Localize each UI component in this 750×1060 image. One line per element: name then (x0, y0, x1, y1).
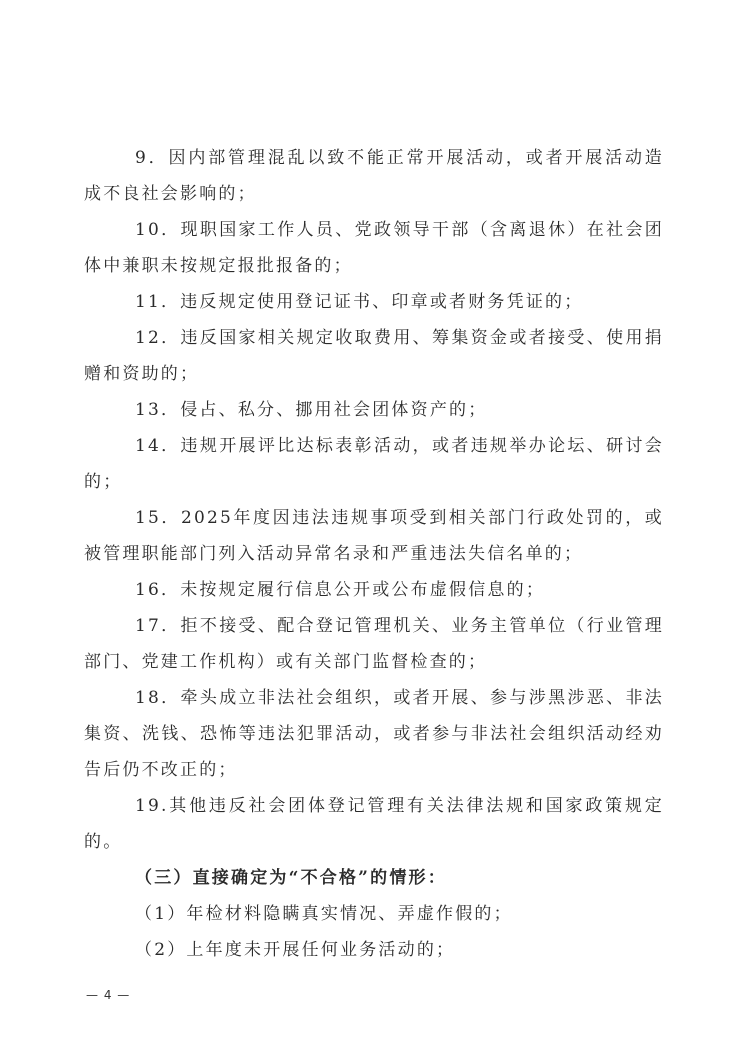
paragraph-item-19: 19.其他违反社会团体登记管理有关法律法规和国家政策规定的。 (84, 796, 664, 852)
list-item-2: （2）上年度未开展任何业务活动的； (135, 940, 456, 960)
list-item-1: （1）年检材料隐瞒真实情况、弄虚作假的； (135, 904, 513, 924)
paragraph-item-17: 17．拒不接受、配合登记管理机关、业务主管单位（行业管理部门、党建工作机构）或有关部门监督检查的； (84, 616, 664, 672)
paragraph-item-15: 15．2025年度因违法违规事项受到相关部门行政处罚的，或被管理职能部门列入活动异常名录和严重违法失信名单的； (84, 508, 664, 564)
paragraph-item-12: 12．违反国家相关规定收取费用、筹集资金或者接受、使用捐赠和资助的； (84, 328, 664, 384)
paragraph-item-13: 13．侵占、私分、挪用社会团体资产的； (135, 400, 488, 420)
paragraph-item-14: 14．违规开展评比达标表彰活动，或者违规举办论坛、研讨会的； (84, 436, 664, 492)
paragraph-item-16: 16．未按规定履行信息公开或公布虚假信息的； (135, 580, 546, 600)
section-heading: （三）直接确定为“不合格”的情形： (135, 868, 447, 888)
document-body (84, 140, 664, 968)
paragraph-item-9: 9．因内部管理混乱以致不能正常开展活动，或者开展活动造成不良社会影响的； (84, 148, 664, 204)
paragraph-item-10: 10．现职国家工作人员、党政领导干部（含离退休）在社会团体中兼职未按规定报批报备的； (84, 220, 664, 276)
paragraph-item-18: 18．牵头成立非法社会组织，或者开展、参与涉黑涉恶、非法集资、洗钱、恐怖等违法犯罪活动，或者参与非法社会组织活动经劝告后仍不改正的； (84, 688, 664, 780)
page-number: — 4 — (86, 988, 131, 1002)
paragraph-item-11: 11．违反规定使用登记证书、印章或者财务凭证的； (135, 292, 584, 312)
